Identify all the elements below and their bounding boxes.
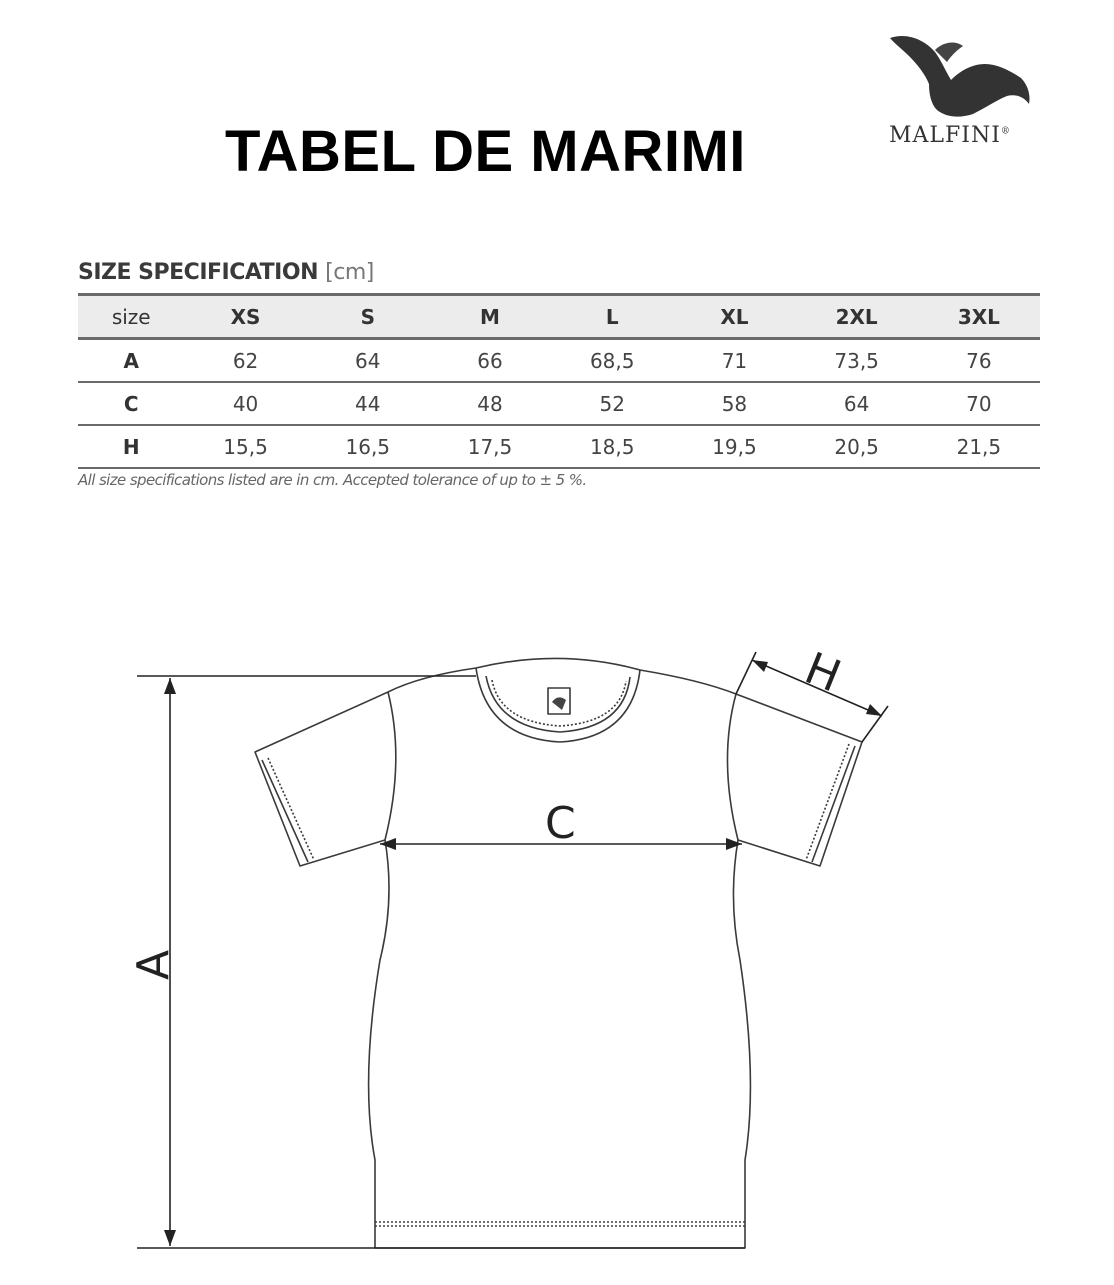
dimension-label-a: A <box>128 949 179 980</box>
dimension-label-h: H <box>797 642 848 703</box>
table-cell: 15,5 <box>223 434 268 459</box>
table-cell: 18,5 <box>589 434 635 459</box>
table-cell: 64 <box>355 348 381 373</box>
table-cell: 68,5 <box>589 348 635 373</box>
brand-name <box>889 123 1049 148</box>
spec-heading-text: SIZE SPECIFICATION <box>78 260 318 285</box>
table-cell: 40 <box>232 391 259 416</box>
table-header-row <box>78 295 1040 339</box>
column-header: L <box>605 304 619 329</box>
table-cell: 71 <box>721 348 748 373</box>
row-label: A <box>123 348 139 373</box>
table-cell: 48 <box>477 391 503 416</box>
column-header: S <box>360 304 375 329</box>
column-header: XS <box>230 304 261 329</box>
column-header: 3XL <box>957 304 1000 329</box>
table-cell: 62 <box>232 348 259 373</box>
table-cell: 58 <box>721 391 748 416</box>
table-cell: 66 <box>477 348 503 373</box>
table-cell: 16,5 <box>345 434 391 459</box>
table-cell: 64 <box>843 391 870 416</box>
dimension-label-c: C <box>545 798 576 849</box>
tshirt-body <box>369 840 751 1248</box>
table-cell: 70 <box>966 391 992 416</box>
bird-logo-icon <box>885 30 1035 120</box>
table-cell: 17,5 <box>467 434 513 459</box>
row-label: C <box>123 391 139 416</box>
table-cell: 19,5 <box>712 434 757 459</box>
table-row <box>78 425 1040 468</box>
column-header: XL <box>720 304 749 329</box>
table-cell: 20,5 <box>834 434 879 459</box>
brand-text: MALFINI <box>889 123 1001 148</box>
measurement-diagram <box>0 560 1114 1280</box>
spec-heading <box>78 260 374 285</box>
table-cell: 21,5 <box>956 434 1002 459</box>
size-table <box>78 293 1040 469</box>
left-sleeve <box>255 692 388 866</box>
table-row <box>78 339 1040 383</box>
table-cell: 52 <box>599 391 625 416</box>
table-cell: 73,5 <box>834 348 879 373</box>
registered-mark: ® <box>1000 126 1011 137</box>
tshirt-outline-icon <box>0 560 1114 1280</box>
brand-logo <box>885 30 1045 155</box>
spec-unit: [cm] <box>325 260 374 285</box>
table-cell: 44 <box>355 391 381 416</box>
column-header: 2XL <box>835 304 878 329</box>
row-label: H <box>122 434 140 459</box>
column-header: M <box>480 304 500 329</box>
tolerance-note: All size specifications listed are in cm. Accepted tolerance of up to ± 5 %. <box>78 471 587 489</box>
table-row <box>78 382 1040 425</box>
table-cell: 76 <box>966 348 992 373</box>
page-title: TABEL DE MARIMI <box>225 119 746 184</box>
column-header: size <box>111 304 151 329</box>
collar <box>476 658 640 670</box>
